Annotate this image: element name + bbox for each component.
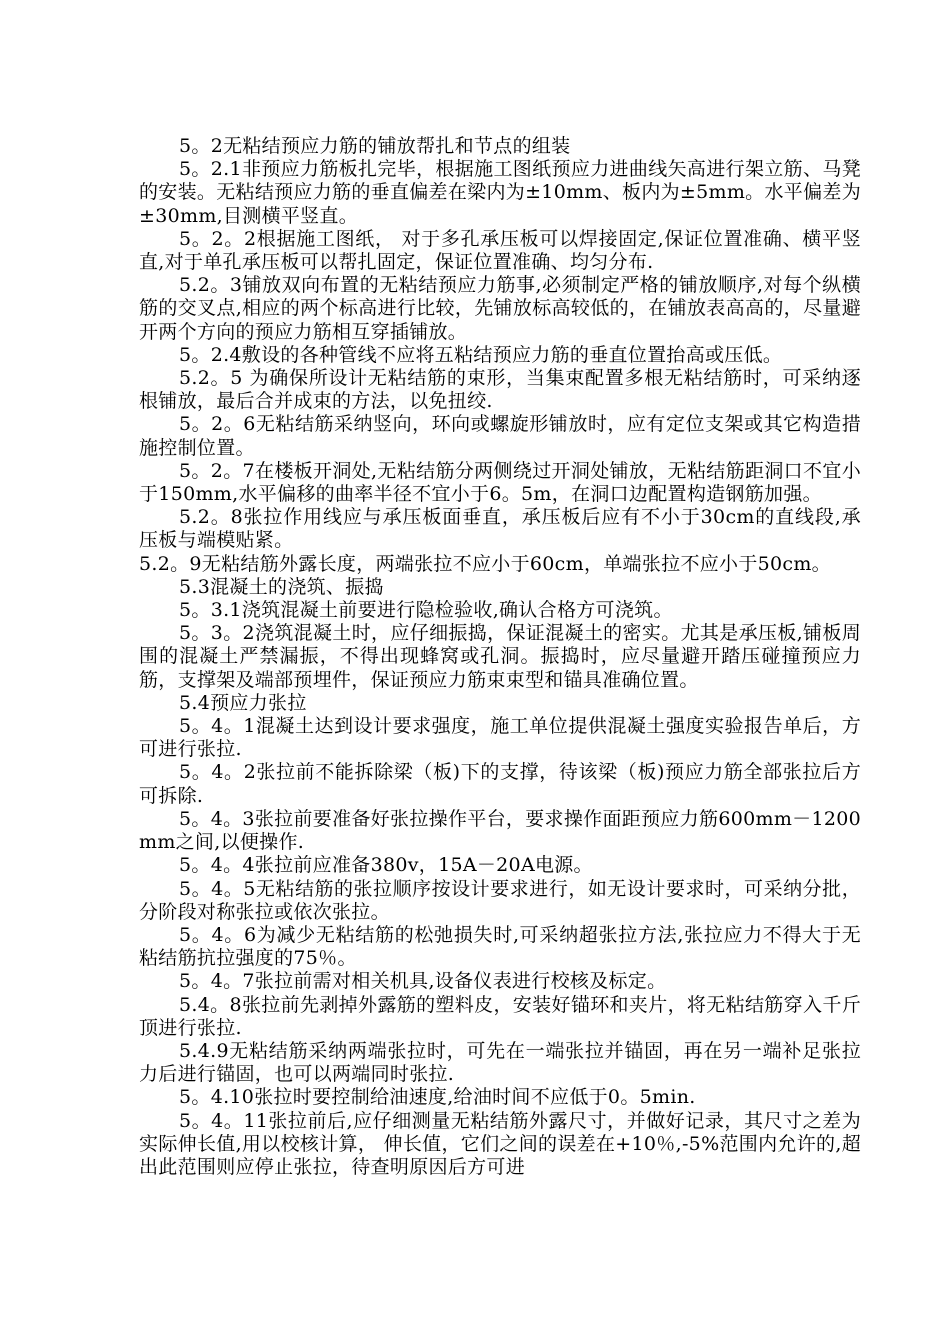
paragraph: 5.2。9无粘结筋外露长度，两端张拉不应小于60cm，单端张拉不应小于50cm。 (139, 552, 831, 575)
paragraph: 5.2。5 为确保所设计无粘结筋的束形，当集束配置多根无粘结筋时，可采纳逐根铺放，最后合并成束的方法，以免扭绞. (139, 367, 861, 413)
paragraph: 5。2。7在楼板开洞处,无粘结筋分两侧绕过开洞处铺放，无粘结筋距洞口不宜小于150mm,水平偏移的曲率半径不宜小于6。5m，在洞口边配置构造钢筋加强。 (139, 459, 861, 506)
paragraph: 5。4。6为减少无粘结筋的松弛损失时,可采纳超张拉方法,张拉应力不得大于无粘结筋抗拉强度的75％。 (139, 923, 861, 970)
section-heading: 5.4预应力张拉 (179, 691, 307, 714)
paragraph: 5.4。8张拉前先剥掉外露筋的塑料皮，安装好锚环和夹片，将无粘结筋穿入千斤顶进行张拉. (139, 993, 861, 1039)
paragraph: 5。4.10张拉时要控制给油速度,给油时间不应低于0。5min. (179, 1086, 696, 1109)
paragraph: 5。2.4敷设的各种管线不应将五粘结预应力筋的垂直位置抬高或压低。 (179, 343, 783, 366)
section-heading: 5.3混凝土的浇筑、振捣 (179, 575, 384, 598)
paragraph: 5。4。7张拉前需对相关机具,设备仪表进行校核及标定。 (179, 970, 667, 993)
paragraph: 5.4.9无粘结筋采纳两端张拉时，可先在一端张拉并锚固，再在另一端补足张拉力后进行锚固，也可以两端同时张拉. (139, 1039, 861, 1086)
paragraph: 5。4。11张拉前后,应仔细测量无粘结筋外露尺寸，并做好记录，其尺寸之差为实际伸长值,用以校核计算， 伸长值，它们之间的误差在+10％,-5%范围内允许的,超出此范围则应停止张拉，待查明原因后方可进 (139, 1109, 861, 1178)
paragraph: 5。4。4张拉前应准备380v，15A－20A电源。 (179, 854, 593, 877)
paragraph: 5。3。2浇筑混凝土时，应仔细振捣，保证混凝土的密实。尤其是承压板,铺板周围的混凝土严禁漏振，不得出现蜂窝或孔洞。振捣时，应尽量避开踏压碰撞预应力筋，支撑架及端部预埋件，保证预应力筋束束型和锚具准确位置。 (139, 622, 861, 691)
paragraph: 5。2。2根据施工图纸， 对于多孔承压板可以焊接固定,保证位置准确、横平竖直,对于单孔承压板可以帮扎固定，保证位置准确、均匀分布. (139, 227, 861, 274)
paragraph: 5。4。2张拉前不能拆除梁（板)下的支撑，待该梁（板)预应力筋全部张拉后方可拆除. (139, 761, 861, 807)
paragraph: 5。4。1混凝土达到设计要求强度，施工单位提供混凝土强度实验报告单后，方可进行张拉. (139, 715, 861, 761)
paragraph: 5。4。5无粘结筋的张拉顺序按设计要求进行，如无设计要求时，可采纳分批，分阶段对称张拉或依次张拉。 (139, 877, 861, 923)
paragraph: 5。2无粘结预应力筋的铺放帮扎和节点的组装 (179, 135, 571, 157)
document-body (139, 135, 861, 1179)
paragraph: 5.2。3铺放双向布置的无粘结预应力筋事,必须制定严格的铺放顺序,对每个纵横筋的交叉点,相应的两个标高进行比较，先铺放标高较低的，在铺放表高高的，尽量避开两个方向的预应力筋相互穿插铺放。 (139, 274, 861, 343)
paragraph: 5。3.1浇筑混凝土前要进行隐检验收,确认合格方可浇筑。 (179, 599, 673, 622)
paragraph: 5.2。8张拉作用线应与承压板面垂直，承压板后应有不小于30cm的直线段,承压板与端模贴紧。 (139, 506, 861, 552)
paragraph: 5。2.1非预应力筋板扎完毕，根据施工图纸预应力进曲线矢高进行架立筋、马凳的安装。无粘结预应力筋的垂直偏差在梁内为±10mm、板内为±5mm。水平偏差为±30mm,目测横平竖直。 (139, 158, 861, 227)
paragraph: 5。2。6无粘结筋采纳竖向，环向或螺旋形铺放时，应有定位支架或其它构造措施控制位置。 (139, 413, 861, 459)
paragraph: 5。4。3张拉前要准备好张拉操作平台，要求操作面距预应力筋600mm－1200mm之间,以便操作. (139, 807, 861, 854)
